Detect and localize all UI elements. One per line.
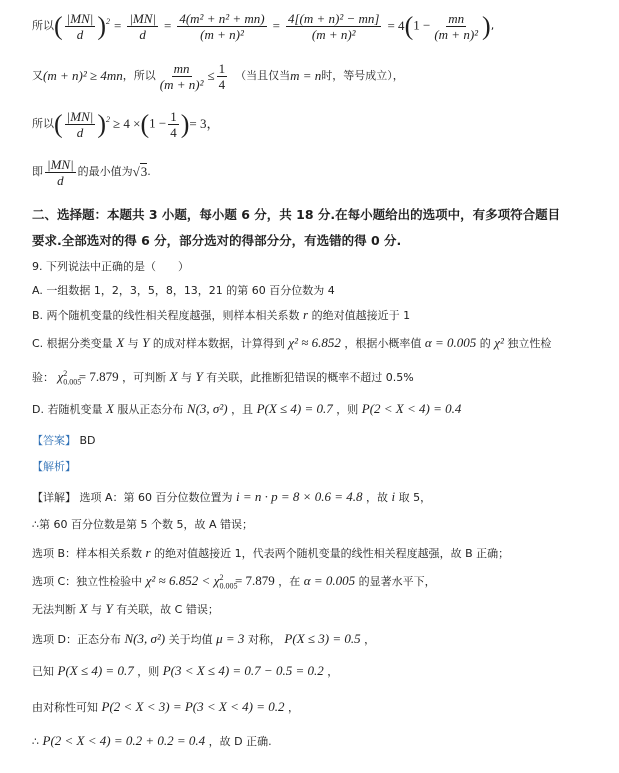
expr: P(2 < X < 3) = P(3 < X < 4) = 0.2 — [101, 699, 285, 714]
var: Y — [195, 369, 203, 384]
detail-line-4 — [32, 572, 436, 591]
text: ∴ — [32, 735, 39, 748]
expr: = 7.879 — [234, 573, 275, 588]
frac-num: 4[(m + n)² − mn] — [287, 10, 380, 26]
text: 选项 C：独立性检验中 — [32, 575, 143, 588]
frac-num: |MN| — [66, 10, 94, 26]
frac-num: 1 — [218, 60, 226, 76]
text: 由对称性可知 — [32, 701, 98, 714]
expr: ≥ 4 × — [113, 116, 141, 131]
text: 已知 — [32, 665, 54, 678]
frac-num: 1 — [170, 108, 177, 124]
detail-line-1 — [32, 488, 431, 507]
expr: P(2 < X < 4) = 0.2 + 0.2 = 0.4 — [42, 733, 206, 748]
expr: N(3, σ²) — [186, 401, 228, 416]
result: = 3， — [189, 116, 220, 131]
text: 独立性检 — [507, 337, 552, 350]
detail-line-9 — [32, 732, 272, 751]
note: （当且仅当 — [235, 69, 291, 82]
tail-inner: 1 − — [413, 16, 431, 32]
answer-tag: 【答案】 — [32, 434, 76, 447]
text: 所以 — [32, 19, 54, 32]
text: 选项 D：正态分布 — [32, 633, 121, 646]
text: 有关联，故 C 错误； — [116, 603, 219, 616]
chi: χ — [57, 369, 64, 384]
var: r — [145, 545, 151, 560]
var: X — [79, 601, 88, 616]
expr: α = 0.005 — [424, 335, 477, 350]
frac-den: d — [57, 172, 64, 188]
text: ，故 D 正确. — [208, 735, 272, 748]
frac-num: |MN| — [47, 156, 74, 172]
sub: 0.005 — [63, 377, 82, 387]
text: 对称， — [247, 633, 281, 646]
punct: , — [490, 19, 495, 32]
punct: ， — [364, 633, 376, 646]
frac-num: 4(m² + n² + mn) — [179, 10, 265, 26]
sup: 2 — [219, 572, 224, 582]
punct: . — [147, 165, 151, 178]
text: 关于均值 — [168, 633, 213, 646]
lhs-group: ( $\frac{|MN|}{d}$ )$^2$ — [54, 10, 110, 42]
text: 取 5， — [398, 491, 432, 504]
detail-line-6 — [32, 630, 375, 649]
frac-mid — [127, 11, 158, 42]
text: C. 根据分类变量 — [32, 337, 113, 350]
text: 即 — [32, 165, 43, 178]
text: D. 若随机变量 — [32, 403, 103, 416]
var: r — [303, 307, 309, 322]
frac-3 — [177, 11, 266, 42]
frac — [158, 61, 206, 92]
frac-den: (m + n)² — [434, 26, 479, 42]
le-sign: ≤ — [207, 68, 215, 83]
expr: P(X ≤ 4) = 0.7 — [256, 401, 333, 416]
text: 的最小值为 — [77, 165, 133, 178]
sub: 0.005 — [219, 581, 238, 591]
option-d — [32, 400, 461, 419]
text: ，可判断 — [122, 371, 167, 384]
eq-sign: = — [114, 18, 122, 33]
text: ，故 — [365, 491, 388, 504]
detail-line-5 — [32, 600, 219, 619]
detail-line-8 — [32, 698, 299, 717]
equation-line-1: 所以 ( $\frac{|MN|}{d}$ )$^2$ = $\frac{|MN|}{d}$ = $\frac{\text{4(m² + n² + mn)}}{\text{(m + n)²}}$ = $\frac{\text{4[(m + n)² − mn]}}{\text{(m + n)²}}$ = 4 (1 − $\frac{mn}{\text{(m + n)²}}$ ) , — [32, 10, 495, 42]
expr: P(3 < X ≤ 4) = 0.7 − 0.5 = 0.2 — [162, 663, 324, 678]
expr: χ² ≈ 6.852 < — [145, 573, 211, 588]
analysis-tag: 【解析】 — [32, 460, 76, 473]
text: 的绝对值越接近 1，代表两个随机变量的线性相关程度越强，故 B 正确； — [154, 547, 510, 560]
frac-den: (m + n)² — [200, 26, 244, 42]
eq-sign-2: = — [164, 18, 172, 33]
text: 服从正态分布 — [117, 403, 184, 416]
frac-den: (m + n)² — [311, 26, 356, 42]
quarter — [217, 61, 228, 92]
chi: χ — [213, 573, 220, 588]
expr: μ = 3 — [216, 631, 245, 646]
var: X — [169, 369, 178, 384]
text: ，则 — [137, 665, 160, 678]
frac-num: mn — [448, 10, 465, 26]
punct: ， — [327, 665, 339, 678]
option-b — [32, 306, 410, 325]
answer-value: BD — [79, 434, 96, 447]
detail-tag: 【详解】 — [32, 491, 76, 504]
frac-den: (m + n)² — [159, 76, 204, 92]
var: Y — [142, 335, 150, 350]
equation-line-2 — [32, 56, 404, 96]
section-header-line-1: 二、选择题：本题共 3 小题，每小题 6 分，共 18 分.在每小题给出的选项中，有多项符合题目 — [32, 207, 561, 222]
equation-line-4 — [32, 152, 151, 192]
expr: N(3, σ²) — [124, 631, 166, 646]
frac-den: d — [76, 124, 84, 140]
var: X — [105, 401, 114, 416]
text: 验： — [32, 371, 54, 384]
inequality: (m + n)² ≥ 4mn — [43, 68, 123, 83]
text: 的 — [479, 337, 491, 350]
frac-num: mn — [173, 60, 190, 76]
detail-line-7 — [32, 662, 338, 681]
text: 选项 A：第 60 百分位数位置为 — [79, 491, 233, 504]
option-a: A. 一组数据 1，2，3，5，8，13，21 的第 60 百分位数为 4 — [32, 284, 335, 297]
equation-line-3: 所以 ( $\frac{|MN|}{d}$ )$^2$ ≥ 4 × (1 − $\frac{1}{4}$ ) = 3， — [32, 108, 220, 140]
detail-line-3 — [32, 544, 509, 563]
var: i — [391, 489, 396, 504]
sqrt-value: 3 — [140, 164, 148, 179]
detail-line-2: ∴第 60 百分位数是第 5 个数 5，故 A 错误； — [32, 518, 253, 531]
expr: χ² — [494, 335, 504, 350]
frac-den: 4 — [218, 76, 226, 92]
text: 所以 — [32, 117, 54, 130]
text: 的绝对值越接近于 1 — [311, 309, 411, 322]
text: 有关联，此推断犯错误的概率不超过 0.5% — [206, 371, 414, 384]
option-c-line-1 — [32, 334, 551, 353]
eq-sign-3: = — [272, 18, 280, 33]
text: ，所以 — [122, 69, 156, 82]
frac — [45, 157, 76, 188]
text: B. 两个随机变量的线性相关程度越强，则样本相关系数 — [32, 309, 300, 322]
sup: 2 — [63, 368, 68, 378]
expr: i = n · p = 8 × 0.6 = 4.8 — [236, 489, 363, 504]
text: ，在 — [278, 575, 301, 588]
text: 与 — [181, 371, 193, 384]
text: ，则 — [336, 403, 359, 416]
text: 的显著水平下， — [358, 575, 436, 588]
var: X — [116, 335, 125, 350]
frac-den: d — [76, 26, 84, 42]
exp: 2 — [106, 114, 110, 124]
answer-line — [32, 432, 96, 450]
note: 时，等号成立）， — [321, 69, 404, 82]
frac-den: d — [139, 26, 146, 42]
text: 选项 B：样本相关系数 — [32, 547, 143, 560]
punct: ， — [287, 701, 299, 714]
frac-4 — [286, 11, 382, 42]
text: 的成对样本数据，计算得到 — [152, 337, 285, 350]
text: 又 — [32, 69, 43, 82]
sqrt-expr: √3 — [132, 164, 148, 179]
frac-num: |MN| — [66, 108, 94, 124]
text: ，且 — [231, 403, 254, 416]
expr: χ² ≈ 6.852 — [288, 335, 341, 350]
expr: P(2 < X < 4) = 0.4 — [361, 401, 462, 416]
expr: = 7.879 — [78, 369, 119, 384]
frac-den: 4 — [170, 124, 177, 140]
expr: α = 0.005 — [303, 573, 356, 588]
condition: m = n — [290, 68, 322, 83]
exp: 2 — [106, 16, 110, 26]
text: 与 — [127, 337, 139, 350]
section-header-line-2: 要求.全部选对的得 6 分，部分选对的得部分分，有选错的得 0 分. — [32, 233, 402, 248]
option-c-line-2 — [32, 368, 414, 387]
frac-num: |MN| — [129, 10, 156, 26]
text: ，根据小概率值 — [344, 337, 422, 350]
var: Y — [105, 601, 113, 616]
expr: P(X ≤ 3) = 0.5 — [284, 631, 361, 646]
tail: = 4 — [387, 18, 405, 33]
expr: P(X ≤ 4) = 0.7 — [57, 663, 134, 678]
text: 与 — [90, 603, 102, 616]
expr: 1 − — [149, 114, 167, 130]
text: 无法判断 — [32, 603, 76, 616]
question-9: 9. 下列说法中正确的是（ ） — [32, 260, 189, 273]
